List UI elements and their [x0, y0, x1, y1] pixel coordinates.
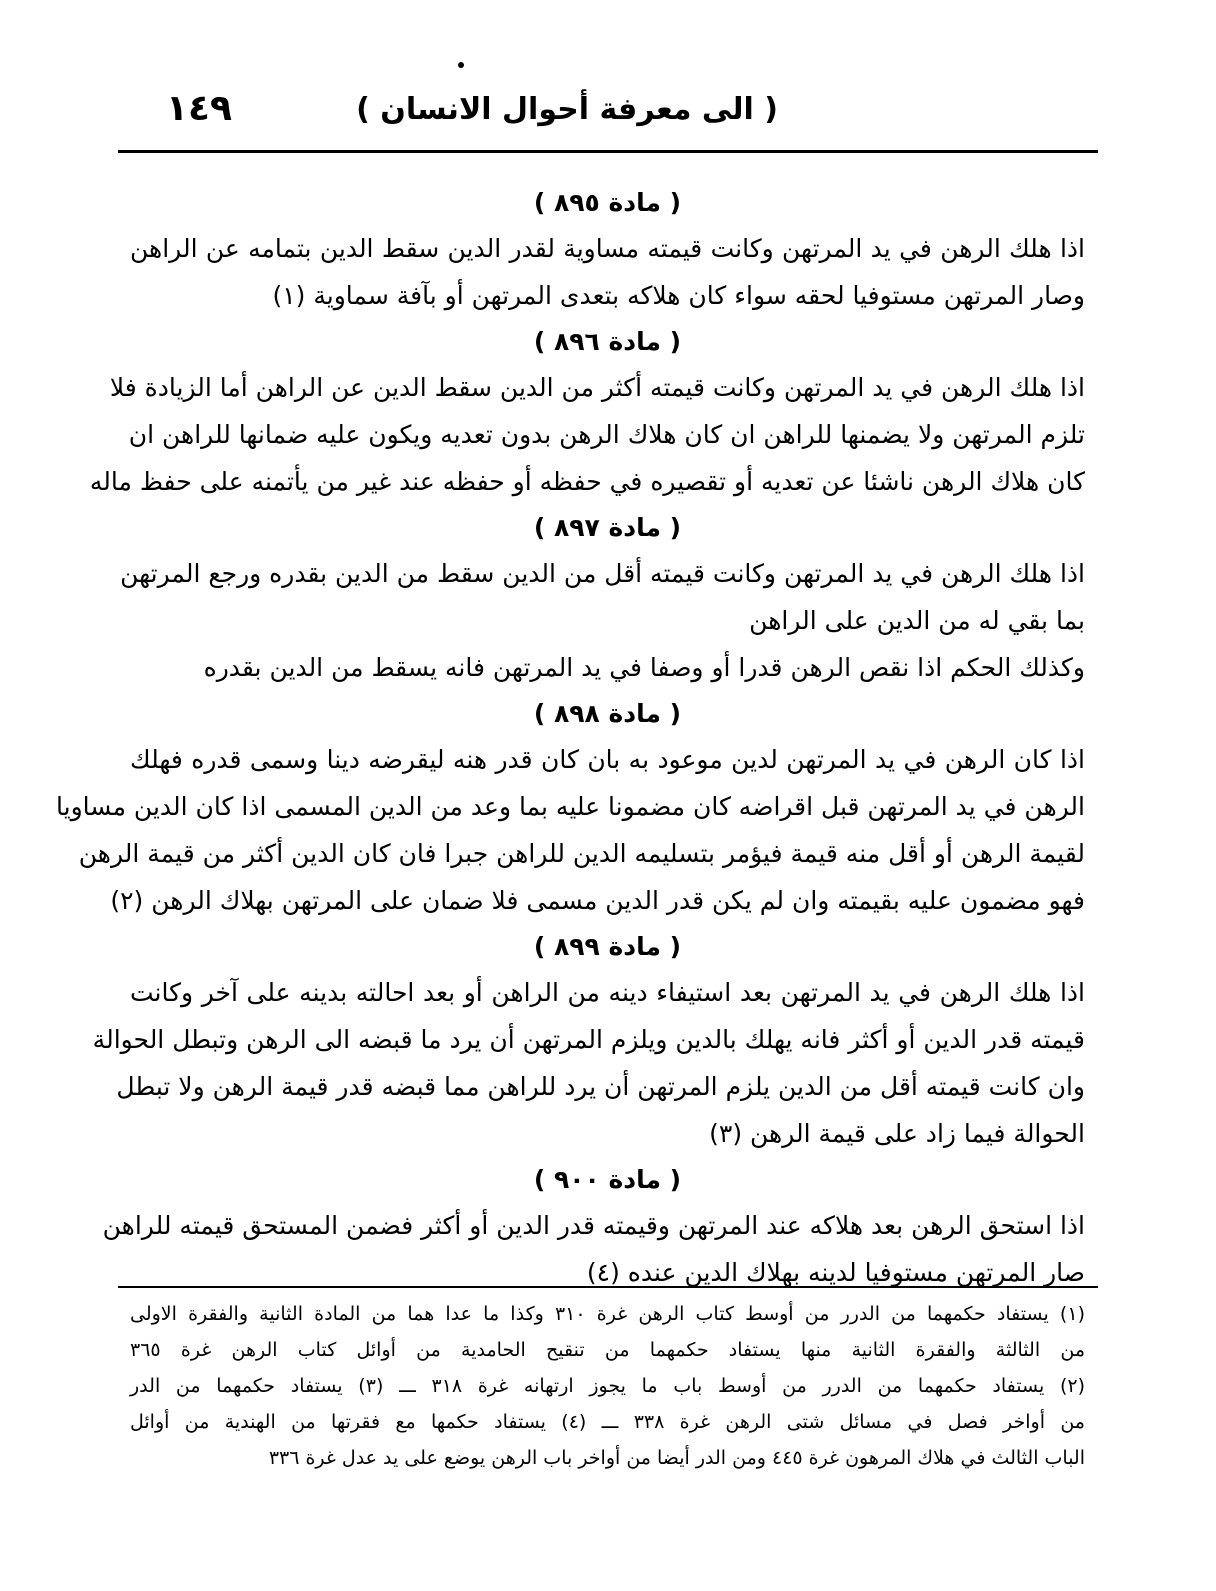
text-line: بما بقي له من الدين على الراهن	[749, 606, 1085, 635]
text-line: وان كانت قيمته أقل من الدين يلزم المرتهن أن يرد للراهن مما قبضه قدر قيمة الرهن ولا تبطل	[116, 1072, 1085, 1101]
text-line: اذا هلك الرهن في يد المرتهن بعد استيفاء دينه من الراهن أو بعد احالته بدينه على آخر وكانت	[130, 978, 1085, 1007]
footnote-line: من أواخر فصل في مسائل شتى الرهن غرة ٣٣٨ ـــ (٤) يستفاد حكمها مع فقرتها من الهندية من أوائل	[130, 1411, 1085, 1433]
text-line: اذا كان الرهن في يد المرتهن لدين موعود به بان كان قدر هنه ليقرضه دينا وسمى قدره فهلك	[130, 745, 1085, 774]
article-heading: ( مادة ٨٩٦ )	[533, 327, 682, 356]
text-line: وكذلك الحكم اذا نقص الرهن قدرا أو وصفا في يد المرتهن فانه يسقط من الدين بقدره	[203, 653, 1085, 682]
text-line: قيمته قدر الدين أو أكثر فانه يهلك بالدين ويلزم المرتهن أن يرد ما قبضه الى الرهن وتبطل الحوالة	[92, 1025, 1085, 1054]
article-895	[130, 180, 1085, 319]
footnote-line: (١) يستفاد حكمهما من الدرر من أوسط كتاب الرهن غرة ٣١٠ وكذا ما عدا هما من المادة الثانية والفقرة الاولى	[130, 1303, 1085, 1325]
footnote-rule	[118, 1286, 1098, 1288]
text-line: الرهن في يد المرتهن قبل اقراضه كان مضمونا عليه بما وعد من الدين المسمى اذا كان الدين مساويا	[56, 792, 1085, 821]
footnote-line: الباب الثالث في هلاك المرهون غرة ٤٤٥ ومن الدر أيضا من أواخر باب الرهن يوضع على يد عدل غرة ٣٣٦	[268, 1447, 1085, 1469]
text-line: اذا استحق الرهن بعد هلاكه عند المرتهن وقيمته قدر الدين أو أكثر فضمن المستحق قيمته للراهن	[102, 1211, 1085, 1240]
article-898	[56, 691, 1085, 924]
article-heading: ( مادة ٨٩٩ )	[533, 932, 682, 961]
footnote-line: (٢) يستفاد حكمهما من الدرر من أوسط باب ما يجوز ارتهانه غرة ٣١٨ ـــ (٣) يستفاد حكمهما من الدر	[130, 1375, 1085, 1397]
footnotes	[130, 1296, 1085, 1476]
article-heading: ( مادة ٨٩٥ )	[533, 188, 682, 217]
article-900	[102, 1157, 1085, 1296]
ink-dot	[458, 62, 464, 68]
article-heading: ( مادة ٨٩٧ )	[533, 513, 682, 542]
articles-body	[56, 180, 1085, 1296]
footnote-line: من الثالثة والفقرة الثانية منها يستفاد حكمهما من تنقيح الحامدية من أوائل كتاب الرهن غرة ٣٦٥	[130, 1339, 1085, 1361]
running-title: ( الى معرفة أحوال الانسان )	[356, 92, 778, 127]
text-line: صار المرتهن مستوفيا لدينه بهلاك الدين عنده (٤)	[586, 1258, 1085, 1287]
article-897	[120, 505, 1085, 691]
header-rule	[118, 150, 1098, 153]
text-line: تلزم المرتهن ولا يضمنها للراهن ان كان هلاك الرهن بدون تعديه ويكون عليه ضمانها للراهن ان	[128, 420, 1085, 449]
text-line: اذا هلك الرهن في يد المرتهن وكانت قيمته أكثر من الدين سقط الدين عن الراهن أما الزيادة فلا	[109, 373, 1085, 402]
text-line: فهو مضمون عليه بقيمته وان لم يكن قدر الدين مسمى فلا ضمان على المرتهن بهلاك الرهن (٢)	[110, 886, 1085, 915]
text-line: اذا هلك الرهن في يد المرتهن وكانت قيمته مساوية لقدر الدين سقط الدين بتمامه عن الراهن	[130, 234, 1085, 263]
text-line: اذا هلك الرهن في يد المرتهن وكانت قيمته أقل من الدين سقط من الدين بقدره ورجع المرتهن	[120, 559, 1085, 588]
text-line: لقيمة الرهن أو أقل منه قيمة فيؤمر بتسليمه الدين للراهن جبرا فان كان الدين أكثر من قيمة الرهن	[78, 839, 1085, 868]
page-header	[118, 88, 1098, 142]
text-line: وصار المرتهن مستوفيا لحقه سواء كان هلاكه بتعدى المرتهن أو بآفة سماوية (١)	[272, 281, 1085, 310]
article-899	[92, 924, 1085, 1157]
page-number: ١٤٩	[166, 88, 232, 129]
text-line: الحوالة فيما زاد على قيمة الرهن (٣)	[709, 1119, 1085, 1148]
text-line: كان هلاك الرهن ناشئا عن تعديه أو تقصيره في حفظه أو حفظه عند غير من يأتمنه على حفظ ماله	[89, 467, 1085, 496]
article-896	[89, 319, 1085, 505]
article-heading: ( مادة ٩٠٠ )	[533, 1165, 682, 1194]
article-heading: ( مادة ٨٩٨ )	[533, 699, 682, 728]
